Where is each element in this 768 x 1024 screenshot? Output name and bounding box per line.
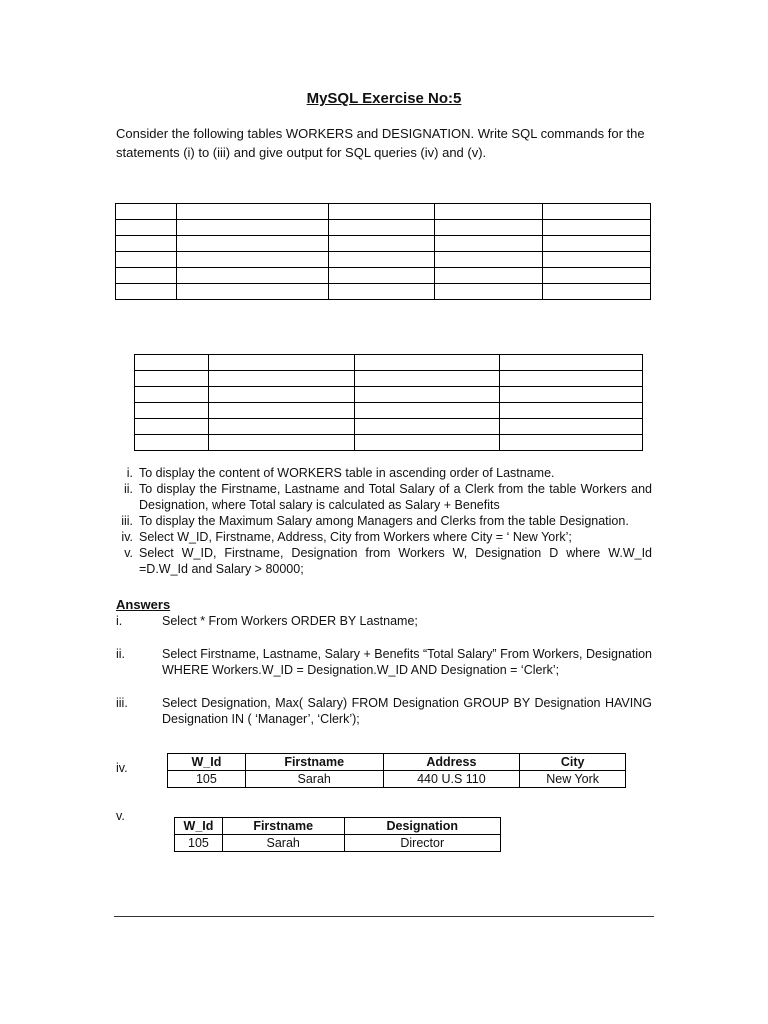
question-number: v. [124, 546, 133, 560]
intro-paragraph: Consider the following tables WORKERS and DESIGNATION. Write SQL commands for the statements (i) to (iii) and give output for SQL queries (iv) and (v). [116, 126, 645, 160]
list-item [100, 545, 652, 577]
column-header: Firstname [245, 754, 383, 771]
column-header: City [520, 754, 626, 771]
table-cell: Sarah [222, 835, 344, 852]
column-header: W_Id [168, 754, 246, 771]
list-item [100, 513, 652, 529]
table-cell: Sarah [245, 771, 383, 788]
question-number: i. [126, 466, 133, 480]
question-text: To display the content of WORKERS table in ascending order of Lastname. [139, 466, 555, 480]
page-title: MySQL Exercise No:5 [306, 90, 462, 107]
answer-text: Select Designation, Max( Salary) FROM Designation GROUP BY Designation HAVING Designation IN ( ‘Manager’, ‘Clerk’); [162, 696, 652, 726]
table-cell: 105 [168, 771, 246, 788]
question-text: Select W_ID, Firstname, Designation from Workers W, Designation D where W.W_Id =D.W_Id and Salary > 80000; [139, 546, 652, 576]
table-cell: 440 U.S 110 [383, 771, 520, 788]
result-table-iv [167, 753, 626, 788]
footer-divider [114, 916, 654, 917]
table-row [116, 284, 651, 300]
question-number: iv. [121, 530, 133, 544]
table-row [135, 371, 643, 387]
table-cell: Director [344, 835, 501, 852]
table-row [135, 435, 643, 451]
answer-number: iii. [116, 696, 128, 710]
table-row [135, 355, 643, 371]
table-cell: New York [520, 771, 626, 788]
table-row [116, 220, 651, 236]
answer-text: Select Firstname, Lastname, Salary + Benefits “Total Salary” From Workers, Designation WHERE Workers.W_ID = Designation.W_ID AND Designation = ‘Clerk’; [162, 647, 652, 677]
table-header-row [168, 754, 626, 771]
question-text: To display the Maximum Salary among Managers and Clerks from the table Designation. [139, 514, 629, 528]
column-header: Firstname [222, 818, 344, 835]
question-number: iii. [121, 514, 133, 528]
list-item [100, 481, 652, 513]
workers-table-blank [115, 203, 651, 300]
table-cell: 105 [175, 835, 223, 852]
answer-item [116, 613, 652, 629]
answer-item [116, 695, 652, 727]
list-item [100, 529, 652, 545]
answer-number: i. [116, 614, 123, 628]
column-header: W_Id [175, 818, 223, 835]
answer-text: Select * From Workers ORDER BY Lastname; [162, 614, 418, 628]
question-text: Select W_ID, Firstname, Address, City from Workers where City = ‘ New York’; [139, 530, 572, 544]
table-row [116, 204, 651, 220]
list-item [100, 465, 652, 481]
question-number: ii. [123, 482, 133, 496]
question-text: To display the Firstname, Lastname and Total Salary of a Clerk from the table Workers and Designation, where Total salary is calculated as Salary + Benefits [139, 482, 652, 512]
designation-table-blank [134, 354, 643, 451]
table-row [168, 771, 626, 788]
table-row [135, 387, 643, 403]
table-row [116, 252, 651, 268]
question-list [100, 465, 652, 577]
column-header: Address [383, 754, 520, 771]
table-row [175, 835, 501, 852]
answers-heading: Answers [116, 597, 171, 612]
table-row [116, 236, 651, 252]
column-header: Designation [344, 818, 501, 835]
answer-number: iv. [116, 761, 128, 775]
result-table-v [174, 817, 501, 852]
answer-number: v. [116, 809, 125, 823]
table-row [135, 403, 643, 419]
table-row [135, 419, 643, 435]
table-header-row [175, 818, 501, 835]
table-row [116, 268, 651, 284]
answer-number: ii. [116, 647, 126, 661]
answer-item [116, 646, 652, 678]
